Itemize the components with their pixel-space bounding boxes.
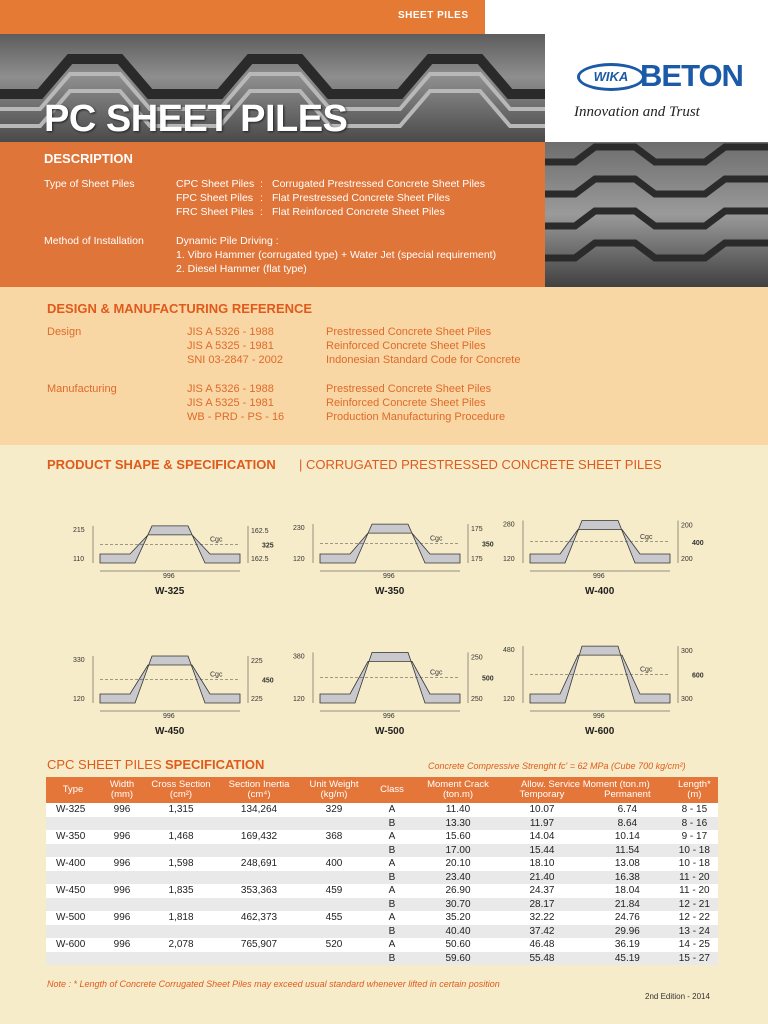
cell-cross xyxy=(144,952,218,966)
width-label: 996 xyxy=(593,573,605,580)
spec-heading-a: CPC SHEET PILES xyxy=(47,757,162,772)
cell-cross: 1,835 xyxy=(144,884,218,898)
cell-temp: 55.48 xyxy=(500,952,584,966)
manufacturing-code-1: JIS A 5326 - 1988 xyxy=(187,383,274,395)
top-dim-label: 230 xyxy=(293,525,305,533)
cell-weight: 520 xyxy=(300,938,368,952)
cell-inertia: 248,691 xyxy=(218,857,300,871)
table-row xyxy=(46,857,718,871)
cell-inertia xyxy=(218,952,300,966)
cell-class: A xyxy=(368,857,416,871)
cell-weight xyxy=(300,817,368,831)
cell-type: W-500 xyxy=(46,911,100,925)
shape-diagram-w-450 xyxy=(65,645,275,745)
type-label: Type of Sheet Piles xyxy=(44,178,135,190)
cell-perm: 36.19 xyxy=(584,938,671,952)
stacked-piles-photo xyxy=(545,142,768,287)
type-sep-3: : xyxy=(260,206,263,218)
total-dim-label: 450 xyxy=(262,677,274,685)
cell-type: W-450 xyxy=(46,884,100,898)
cell-length: 15 - 27 xyxy=(671,952,718,966)
cell-inertia: 462,373 xyxy=(218,911,300,925)
cell-class: A xyxy=(368,803,416,817)
product-shape-heading: PRODUCT SHAPE & SPECIFICATION xyxy=(47,457,276,472)
shape-diagram-w-325 xyxy=(65,505,275,605)
type-sep-2: : xyxy=(260,192,263,204)
spec-note: Note : * Length of Concrete Corrugated Sheet Piles may exceed usual standard whenever lifted in certain position xyxy=(47,979,500,989)
width-label: 996 xyxy=(163,573,175,580)
method-label: Method of Installation xyxy=(44,235,144,247)
cell-type: W-600 xyxy=(46,938,100,952)
cell-width: 996 xyxy=(100,938,144,952)
shape-name: W-325 xyxy=(155,586,185,597)
lower-dim-label: 250 xyxy=(471,696,483,703)
top-dim-label: 380 xyxy=(293,653,305,661)
cell-length: 12 - 21 xyxy=(671,898,718,912)
cell-crack: 40.40 xyxy=(416,925,500,939)
col-crack: Moment Crack (ton.m) xyxy=(416,777,500,803)
cell-class: B xyxy=(368,925,416,939)
cell-class: B xyxy=(368,952,416,966)
cell-temp: 10.07 xyxy=(500,803,584,817)
cell-length: 10 - 18 xyxy=(671,844,718,858)
table-row xyxy=(46,898,718,912)
brand-mark: WIKA xyxy=(577,63,645,91)
upper-dim-label: 250 xyxy=(471,654,483,662)
type-desc-3: Flat Reinforced Concrete Sheet Piles xyxy=(272,206,445,218)
shape-diagram-w-350 xyxy=(285,505,495,605)
lower-dim-label: 200 xyxy=(681,556,693,563)
total-dim-label: 350 xyxy=(482,541,494,549)
manufacturing-desc-3: Production Manufacturing Procedure xyxy=(326,411,506,423)
shape-name: W-500 xyxy=(375,726,405,737)
cell-weight xyxy=(300,871,368,885)
cell-temp: 21.40 xyxy=(500,871,584,885)
spec-heading-b: SPECIFICATION xyxy=(165,757,265,772)
cell-width: 996 xyxy=(100,803,144,817)
lower-dim-label: 162.5 xyxy=(251,556,269,563)
cell-length: 8 - 16 xyxy=(671,817,718,831)
cgc-label: Cgc xyxy=(430,669,443,677)
col-length: Length* (m) xyxy=(671,777,718,803)
shape-name: W-400 xyxy=(585,586,615,597)
cell-class: B xyxy=(368,898,416,912)
cell-inertia xyxy=(218,925,300,939)
cell-length: 10 - 18 xyxy=(671,857,718,871)
cell-crack: 59.60 xyxy=(416,952,500,966)
cell-class: B xyxy=(368,844,416,858)
cell-temp: 46.48 xyxy=(500,938,584,952)
col-weight: Unit Weight (kg/m) xyxy=(300,777,368,803)
upper-dim-label: 200 xyxy=(681,522,693,530)
shape-name: W-350 xyxy=(375,586,405,597)
cgc-label: Cgc xyxy=(210,536,223,544)
cell-type: W-350 xyxy=(46,830,100,844)
type-sep-1: : xyxy=(260,178,263,190)
cell-type: W-400 xyxy=(46,857,100,871)
page-title: PC SHEET PILES xyxy=(44,98,348,140)
brand-name: BETON xyxy=(640,58,743,93)
cell-class: B xyxy=(368,871,416,885)
cell-width xyxy=(100,952,144,966)
cell-weight: 368 xyxy=(300,830,368,844)
cell-crack: 13.30 xyxy=(416,817,500,831)
cgc-label: Cgc xyxy=(640,533,653,541)
edition-label: 2nd Edition - 2014 xyxy=(645,992,710,1001)
cell-temp: 32.22 xyxy=(500,911,584,925)
design-code-3: SNI 03-2847 - 2002 xyxy=(187,354,284,366)
cell-type xyxy=(46,952,100,966)
cell-inertia xyxy=(218,898,300,912)
cell-inertia: 353,363 xyxy=(218,884,300,898)
manufacturing-code-2: JIS A 5325 - 1981 xyxy=(187,397,274,409)
col-type: Type xyxy=(46,777,100,803)
cell-weight xyxy=(300,844,368,858)
cell-class: A xyxy=(368,884,416,898)
cell-perm: 13.08 xyxy=(584,857,671,871)
type-code-3: FRC Sheet Piles xyxy=(176,206,254,218)
cell-cross: 2,078 xyxy=(144,938,218,952)
total-dim-label: 400 xyxy=(692,539,704,547)
shape-diagram-w-600 xyxy=(495,645,705,745)
width-label: 996 xyxy=(163,713,175,720)
cell-type xyxy=(46,817,100,831)
cell-temp: 28.17 xyxy=(500,898,584,912)
cell-inertia: 169,432 xyxy=(218,830,300,844)
cell-inertia xyxy=(218,844,300,858)
type-code-2: FPC Sheet Piles xyxy=(176,192,254,204)
shape-diagram-w-500 xyxy=(285,645,495,745)
cell-weight: 459 xyxy=(300,884,368,898)
table-row xyxy=(46,871,718,885)
width-label: 996 xyxy=(383,713,395,720)
cell-crack: 17.00 xyxy=(416,844,500,858)
manufacturing-desc-2: Reinforced Concrete Sheet Piles xyxy=(326,397,486,409)
upper-dim-label: 300 xyxy=(681,648,693,656)
bottom-dim-label: 120 xyxy=(503,696,515,703)
cell-inertia: 134,264 xyxy=(218,803,300,817)
cell-width xyxy=(100,844,144,858)
method-item-2: 2. Diesel Hammer (flat type) xyxy=(176,263,307,275)
design-label: Design xyxy=(47,326,82,338)
top-dim-label: 480 xyxy=(503,647,515,655)
cell-width xyxy=(100,925,144,939)
bottom-dim-label: 120 xyxy=(293,696,305,703)
lower-dim-label: 300 xyxy=(681,696,693,703)
bottom-dim-label: 120 xyxy=(503,556,515,563)
cell-cross: 1,598 xyxy=(144,857,218,871)
cell-width: 996 xyxy=(100,884,144,898)
cell-width xyxy=(100,817,144,831)
table-row xyxy=(46,830,718,844)
method-title: Dynamic Pile Driving : xyxy=(176,235,279,247)
description-heading: DESCRIPTION xyxy=(44,151,133,166)
concrete-note: Concrete Compressive Strenght fc' = 62 MPa (Cube 700 kg/cm²) xyxy=(428,761,686,771)
table-row xyxy=(46,925,718,939)
lower-dim-label: 225 xyxy=(251,696,263,703)
cell-cross xyxy=(144,844,218,858)
cell-class: A xyxy=(368,911,416,925)
col-temporary: Temporary xyxy=(500,790,584,803)
col-cross: Cross Section (cm²) xyxy=(144,777,218,803)
cell-length: 11 - 20 xyxy=(671,871,718,885)
cell-crack: 30.70 xyxy=(416,898,500,912)
cell-perm: 10.14 xyxy=(584,830,671,844)
cell-temp: 37.42 xyxy=(500,925,584,939)
cell-crack: 50.60 xyxy=(416,938,500,952)
cell-cross xyxy=(144,871,218,885)
total-dim-label: 600 xyxy=(692,672,704,680)
shape-diagram-w-400 xyxy=(495,505,705,605)
cell-inertia xyxy=(218,817,300,831)
design-desc-2: Reinforced Concrete Sheet Piles xyxy=(326,340,486,352)
cell-crack: 23.40 xyxy=(416,871,500,885)
cell-cross xyxy=(144,925,218,939)
table-row xyxy=(46,803,718,817)
spec-table-wrapper xyxy=(46,777,718,965)
cgc-label: Cgc xyxy=(430,535,443,543)
brand-tagline: Innovation and Trust xyxy=(574,104,700,120)
cell-length: 8 - 15 xyxy=(671,803,718,817)
cell-type xyxy=(46,898,100,912)
cell-perm: 45.19 xyxy=(584,952,671,966)
cell-cross xyxy=(144,817,218,831)
cgc-label: Cgc xyxy=(210,671,223,679)
cell-perm: 6.74 xyxy=(584,803,671,817)
cell-width xyxy=(100,898,144,912)
cell-length: 9 - 17 xyxy=(671,830,718,844)
total-dim-label: 500 xyxy=(482,675,494,683)
spec-table xyxy=(46,777,718,965)
cell-type xyxy=(46,925,100,939)
cell-type: W-325 xyxy=(46,803,100,817)
width-label: 996 xyxy=(383,573,395,580)
col-inertia: Section Inertia (cm⁴) xyxy=(218,777,300,803)
cell-perm: 11.54 xyxy=(584,844,671,858)
top-band-white xyxy=(485,0,768,34)
cell-class: A xyxy=(368,830,416,844)
cell-cross: 1,315 xyxy=(144,803,218,817)
cell-perm: 24.76 xyxy=(584,911,671,925)
cell-width xyxy=(100,871,144,885)
upper-dim-label: 162.5 xyxy=(251,527,269,535)
bottom-dim-label: 120 xyxy=(293,556,305,563)
total-dim-label: 325 xyxy=(262,542,274,550)
upper-dim-label: 175 xyxy=(471,526,483,534)
cell-crack: 15.60 xyxy=(416,830,500,844)
cell-weight: 455 xyxy=(300,911,368,925)
design-code-1: JIS A 5326 - 1988 xyxy=(187,326,274,338)
shape-name: W-450 xyxy=(155,726,185,737)
cell-cross: 1,468 xyxy=(144,830,218,844)
type-code-1: CPC Sheet Piles xyxy=(176,178,255,190)
cell-length: 11 - 20 xyxy=(671,884,718,898)
cell-length: 12 - 22 xyxy=(671,911,718,925)
cell-perm: 18.04 xyxy=(584,884,671,898)
cell-inertia xyxy=(218,871,300,885)
bottom-dim-label: 110 xyxy=(73,556,85,563)
manufacturing-desc-1: Prestressed Concrete Sheet Piles xyxy=(326,383,492,395)
table-row xyxy=(46,952,718,966)
cell-class: A xyxy=(368,938,416,952)
manufacturing-code-3: WB - PRD - PS - 16 xyxy=(187,411,285,423)
top-dim-label: 215 xyxy=(73,526,85,534)
lower-dim-label: 175 xyxy=(471,556,483,563)
cell-weight xyxy=(300,898,368,912)
cell-type xyxy=(46,871,100,885)
cell-temp: 24.37 xyxy=(500,884,584,898)
cell-type xyxy=(46,844,100,858)
cell-perm: 29.96 xyxy=(584,925,671,939)
table-row xyxy=(46,938,718,952)
cell-temp: 18.10 xyxy=(500,857,584,871)
design-code-2: JIS A 5325 - 1981 xyxy=(187,340,274,352)
table-row xyxy=(46,817,718,831)
spec-table-body xyxy=(46,803,718,965)
cell-temp: 15.44 xyxy=(500,844,584,858)
cell-length: 14 - 25 xyxy=(671,938,718,952)
type-desc-2: Flat Prestressed Concrete Sheet Piles xyxy=(272,192,450,204)
top-dim-label: 330 xyxy=(73,657,85,664)
cell-weight xyxy=(300,952,368,966)
type-desc-1: Corrugated Prestressed Concrete Sheet Piles xyxy=(272,178,486,190)
cell-width: 996 xyxy=(100,857,144,871)
cell-width: 996 xyxy=(100,911,144,925)
cell-weight xyxy=(300,925,368,939)
top-dim-label: 280 xyxy=(503,521,515,529)
cell-crack: 20.10 xyxy=(416,857,500,871)
cgc-label: Cgc xyxy=(640,666,653,674)
cell-cross xyxy=(144,898,218,912)
cell-class: B xyxy=(368,817,416,831)
product-shape-subheading: | CORRUGATED PRESTRESSED CONCRETE SHEET PILES xyxy=(299,457,662,472)
upper-dim-label: 225 xyxy=(251,658,263,665)
bottom-dim-label: 120 xyxy=(73,696,85,703)
cell-temp: 11.97 xyxy=(500,817,584,831)
design-desc-1: Prestressed Concrete Sheet Piles xyxy=(326,326,492,338)
hero-photo-right xyxy=(545,142,768,287)
col-class: Class xyxy=(368,777,416,803)
width-label: 996 xyxy=(593,713,605,720)
cell-width: 996 xyxy=(100,830,144,844)
design-reference-heading: DESIGN & MANUFACTURING REFERENCE xyxy=(47,301,313,316)
table-row xyxy=(46,884,718,898)
col-permanent: Permanent xyxy=(584,790,671,803)
cell-crack: 11.40 xyxy=(416,803,500,817)
cell-crack: 35.20 xyxy=(416,911,500,925)
table-row xyxy=(46,911,718,925)
col-width: Width (mm) xyxy=(100,777,144,803)
cell-weight: 400 xyxy=(300,857,368,871)
table-row xyxy=(46,844,718,858)
cell-inertia: 765,907 xyxy=(218,938,300,952)
cell-crack: 26.90 xyxy=(416,884,500,898)
design-desc-3: Indonesian Standard Code for Concrete xyxy=(326,354,521,366)
cell-length: 13 - 24 xyxy=(671,925,718,939)
cell-weight: 329 xyxy=(300,803,368,817)
cell-perm: 8.64 xyxy=(584,817,671,831)
cell-perm: 16.38 xyxy=(584,871,671,885)
shape-name: W-600 xyxy=(585,726,615,737)
cell-temp: 14.04 xyxy=(500,830,584,844)
section-tag: SHEET PILES xyxy=(398,10,469,21)
manufacturing-label: Manufacturing xyxy=(47,383,117,395)
cell-perm: 21.84 xyxy=(584,898,671,912)
col-moment-group: Allow. Service Moment (ton.m) xyxy=(500,777,671,790)
cell-cross: 1,818 xyxy=(144,911,218,925)
method-item-1: 1. Vibro Hammer (corrugated type) + Water Jet (special requirement) xyxy=(176,249,497,261)
